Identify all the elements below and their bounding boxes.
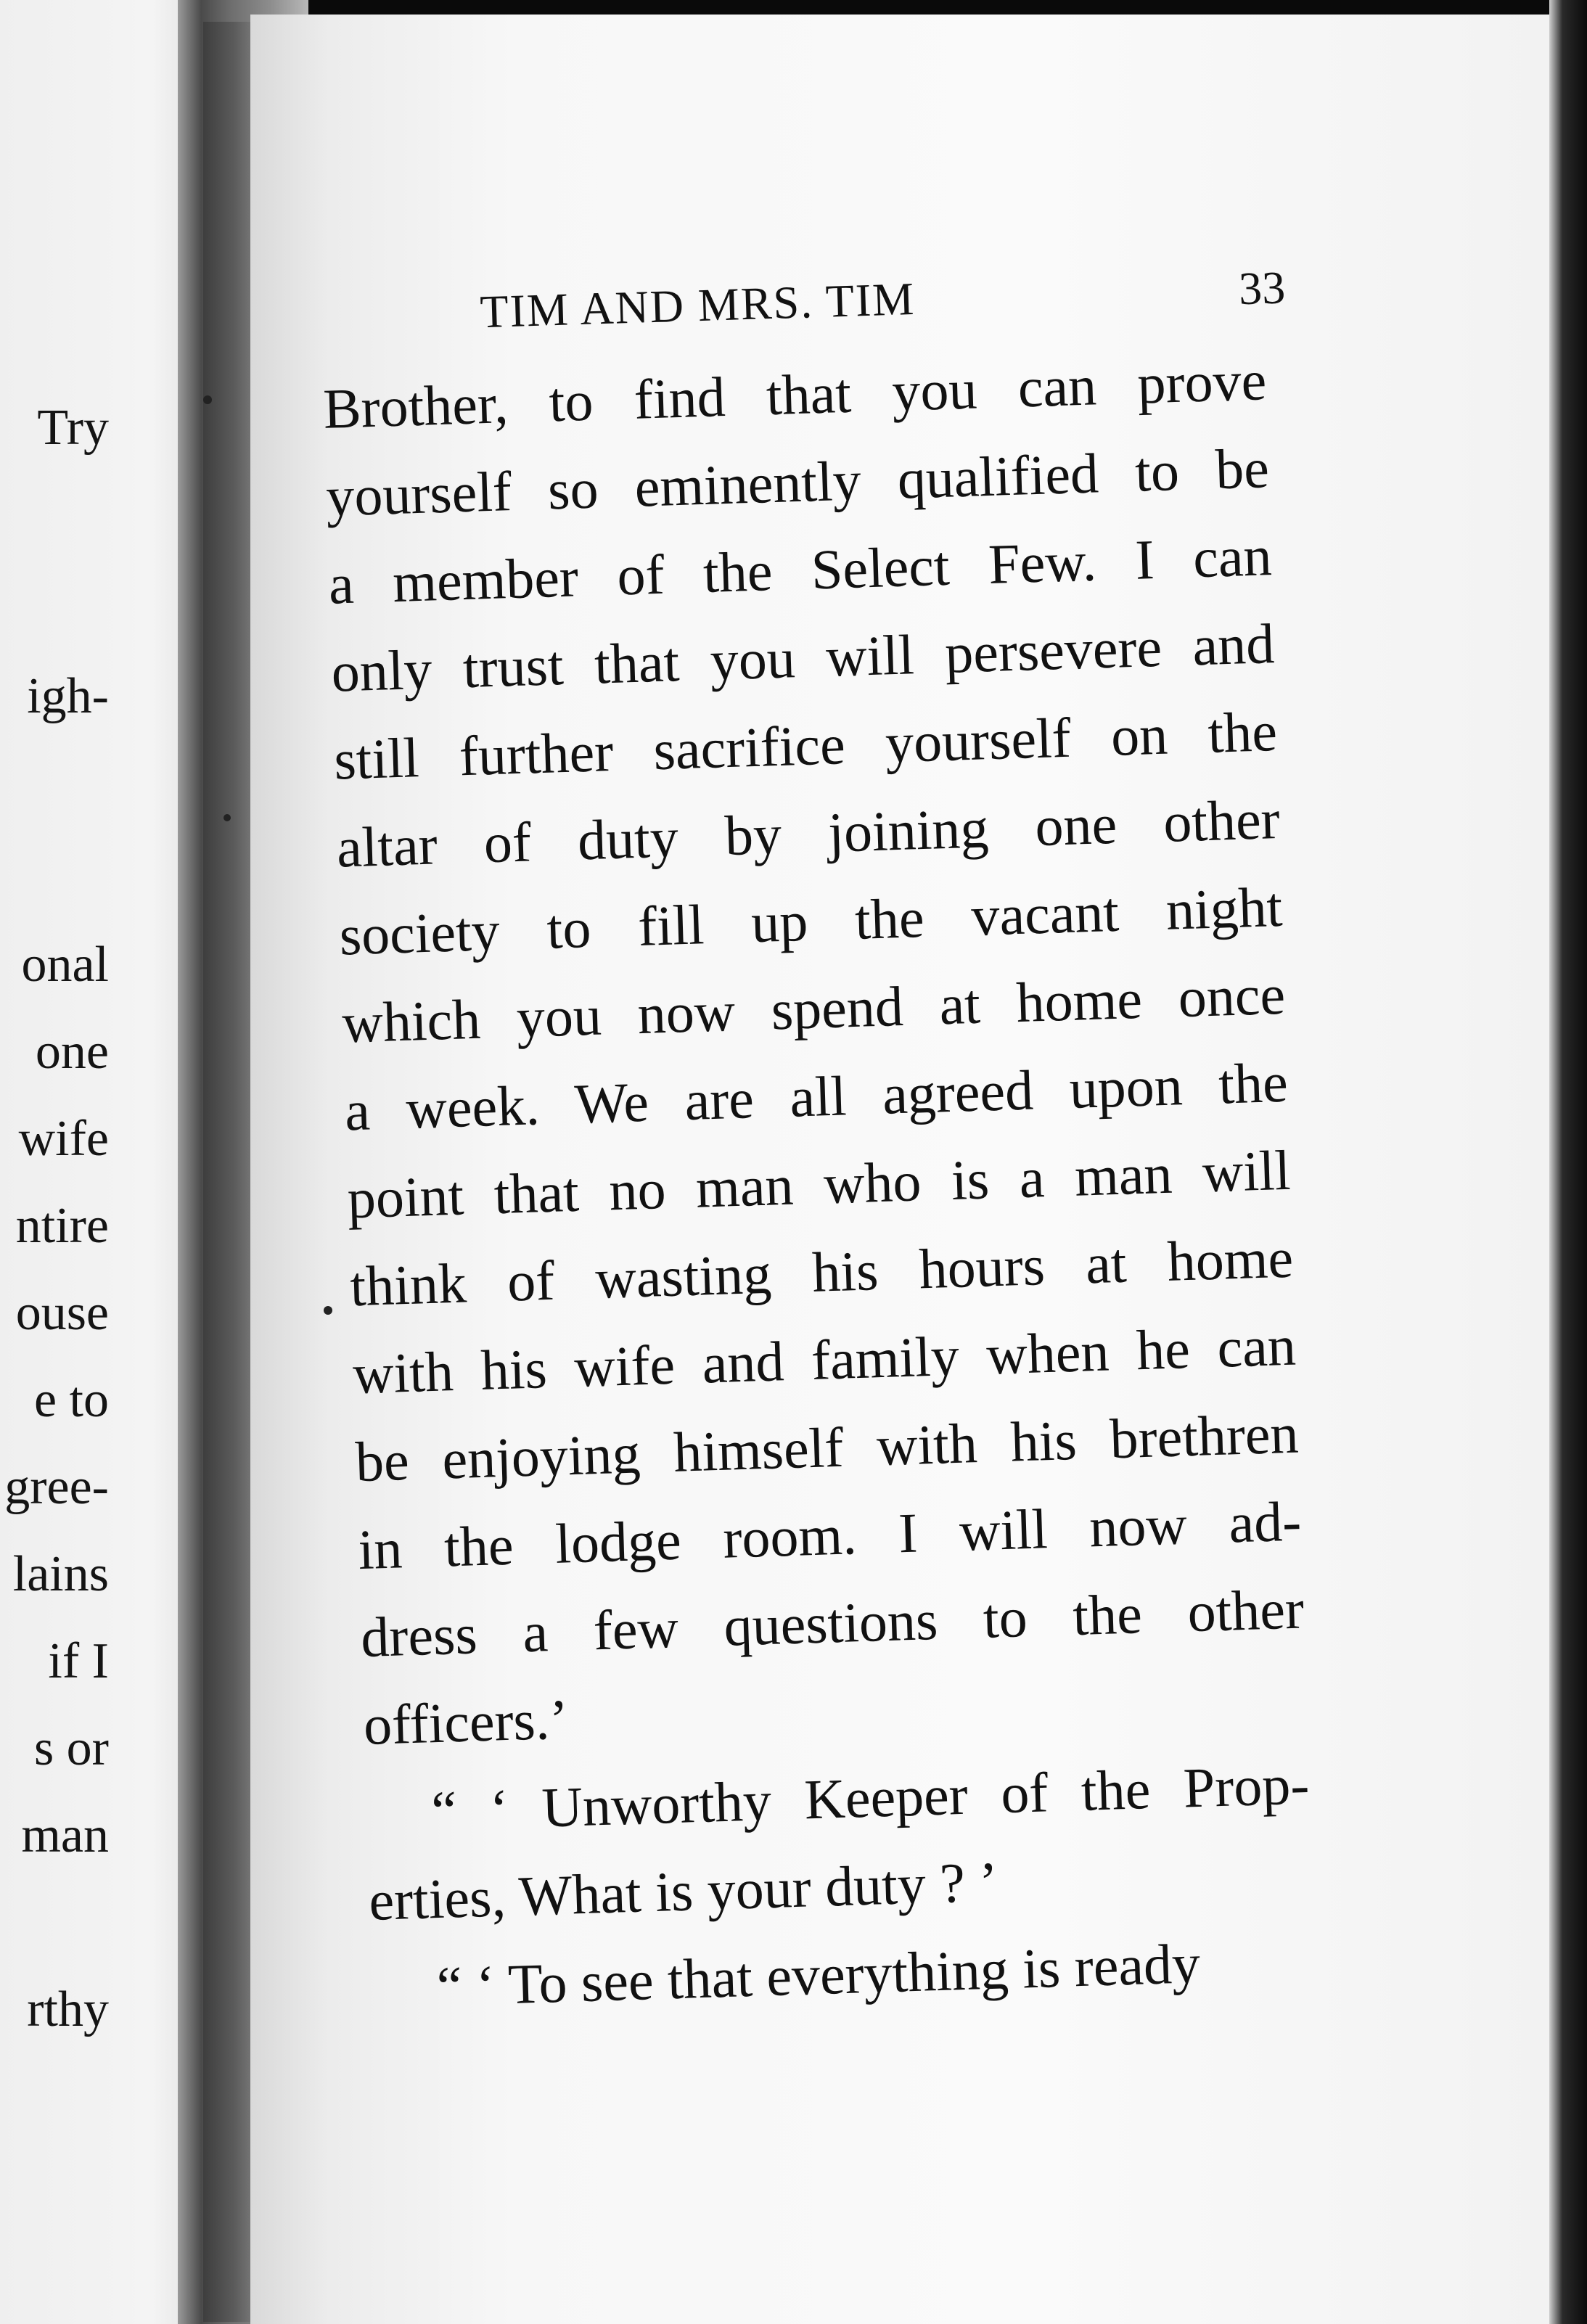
body-text-line: “ ‘ To see that everything is ready — [435, 1931, 1202, 2019]
body-text-line: “ ‘ Unworthy Keeper of the Prop- — [430, 1752, 1311, 1843]
body-text-line: only trust that you will persevere and — [330, 612, 1276, 704]
body-text-line: which you now spend at home once — [341, 962, 1287, 1055]
scan-right-border — [1549, 0, 1587, 2324]
body-text — [322, 348, 1337, 2019]
left-page-fragment: onal — [21, 937, 109, 993]
left-page-text-fragments — [0, 0, 109, 2324]
body-text-line: in the lodge room. I will now ad- — [357, 1489, 1303, 1582]
left-page-fragment: one — [35, 1024, 109, 1080]
left-page-fragment: if I — [48, 1633, 109, 1689]
body-text-line: yourself so eminently qualified to be — [324, 436, 1271, 528]
left-page-fragment: igh- — [27, 668, 109, 724]
left-page-fragment: rthy — [27, 1982, 109, 2037]
body-text-line: altar of duty by joining one other — [335, 787, 1281, 879]
body-text-line: officers.’ — [362, 1687, 570, 1757]
body-text-line: a member of the Select Few. I can — [327, 524, 1273, 616]
body-text-line: still further sacrifice yourself on the — [333, 699, 1279, 792]
body-text-line: dress a few questions to the other — [360, 1577, 1305, 1670]
body-text-line: with his wife and family when he can — [351, 1313, 1297, 1406]
body-text-line: think of wasting his hours at home — [349, 1225, 1295, 1318]
body-text-line: erties, What is your duty ? ’ — [368, 1849, 999, 1932]
body-text-line: point that no man who is a man will — [346, 1138, 1292, 1231]
left-page-fragment: s or — [33, 1720, 109, 1776]
left-page-fragment: ntire — [15, 1198, 109, 1254]
left-page-fragment: gree- — [4, 1459, 109, 1515]
body-text-line: Brother, to find that you can prove — [322, 348, 1268, 440]
left-page-fragment: lains — [12, 1546, 109, 1602]
body-text-line: a week. We are all agreed upon the — [343, 1050, 1289, 1143]
left-page-fragment: e to — [33, 1372, 109, 1428]
left-page-fragment: wife — [18, 1111, 109, 1167]
left-page-fragment: Try — [37, 400, 109, 456]
print-speck — [224, 814, 231, 821]
gutter-shadow — [203, 22, 254, 2322]
running-header — [480, 260, 1287, 358]
left-page-fragment: man — [21, 1807, 109, 1863]
page-number: 33 — [1238, 261, 1287, 315]
print-speck — [324, 1306, 332, 1315]
body-text-line: society to fill up the vacant night — [338, 874, 1284, 967]
print-speck — [203, 395, 212, 404]
running-head-title: TIM AND MRS. TIM — [479, 272, 916, 338]
left-page-fragment: ouse — [15, 1285, 109, 1341]
page-text-block — [319, 245, 1389, 2053]
body-text-line: be enjoying himself with his brethren — [354, 1401, 1300, 1494]
